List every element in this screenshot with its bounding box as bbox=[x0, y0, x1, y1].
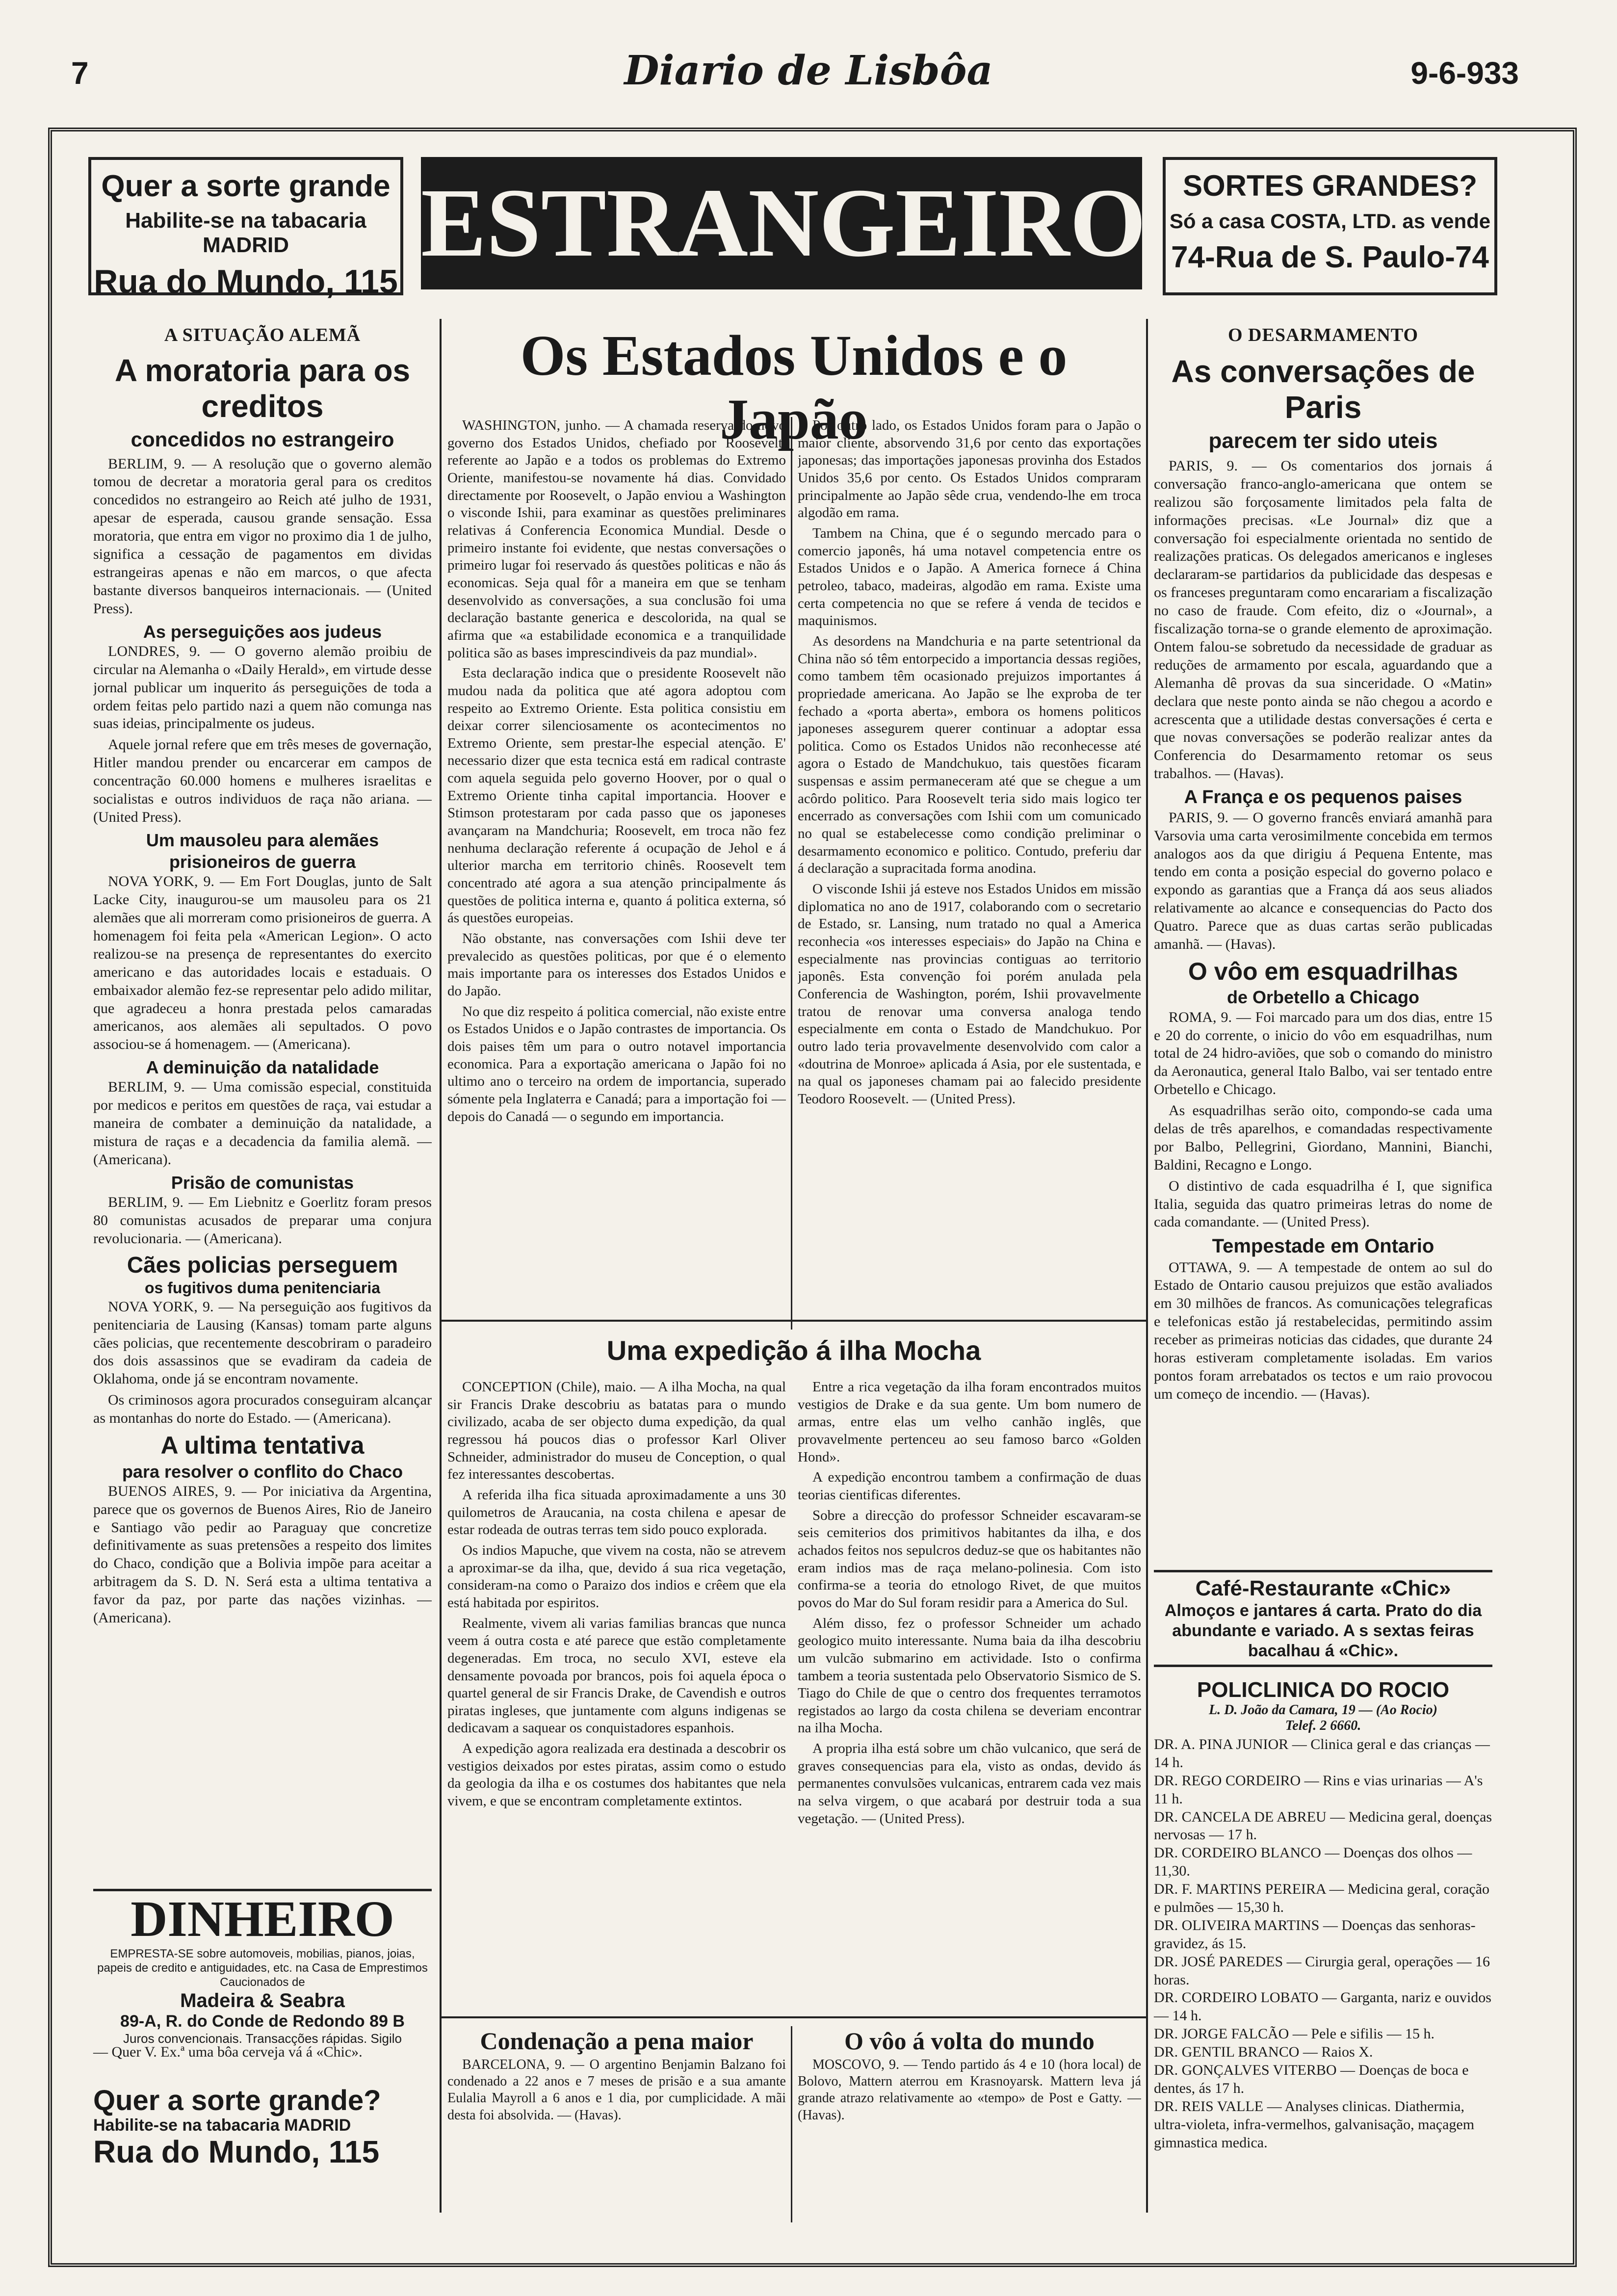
article-paragraph: PARIS, 9. — Os comentarios dos jornais á conversação franco-anglo-americana que ontem se realizou são forçosamente limitados pela falta de informações precisas. «Le Journal» diz que a conversação foi especialmente orientada no sentido de realizações praticas. Os delegados americanos e ingleses declararam-se partidarios da publicidade das despesas e os franceses preguntaram como encarariam a fiscalização no caso de fraude. Com efeito, diz o «Journal», a fiscalização torna-se o grande elemento de aproximação. Ontem falou-se sobretudo da necessidade de graduar as reduções de armamento por escala, aguardando que a Alemanha dê provas da sua sinceridade. O «Matin» declara que neste ponto ainda se não chegou a acordo e acrescenta que a utilidade destas conversações é certa e que novas conversações se poderão realizar antes da Conferencia do Desarmamento retomar os seus trabalhos. — (Havas). bbox=[1154, 458, 1492, 782]
article-heading: A deminuição da natalidade bbox=[146, 1057, 379, 1078]
headline: As conversações de Paris bbox=[1171, 353, 1475, 425]
list-item: DR. GONÇALVES VITERBO — Doenças de boca e dentes, ás 17 h. bbox=[1154, 2062, 1469, 2096]
headline: A moratoria para os creditos bbox=[114, 352, 411, 424]
article-paragraph: Tambem na China, que é o segundo mercado para o comercio japonês, há uma notavel competencia entre os Estados Unidos e o Japão. A America fornece á China petroleo, tabaco, madeiras, algodão em rama. Existe uma certa competencia no que se refere á venda de tecidos e maquinismos. bbox=[798, 525, 1141, 629]
ad-cafe-chic bbox=[1154, 1570, 1492, 1667]
article-heading: O vôo em esquadrilhas bbox=[1188, 957, 1459, 985]
ad-line: SORTES GRANDES? bbox=[1182, 169, 1478, 202]
article-paragraph: Os indios Mapuche, que vivem na costa, não se atrevem a aproximar-se da ilha, que, devido á sua rica vegetação, consideram-na como o Paraizo dos indios e crêem que ela está habitada por espiritos. bbox=[447, 1542, 786, 1611]
list-item: DR. REGO CORDEIRO — Rins e vias urinarias — A's 11 h. bbox=[1154, 1772, 1483, 1807]
ad-line: 74-Rua de S. Paulo-74 bbox=[1171, 240, 1489, 274]
ad-line: Habilite-se na tabacaria MADRID bbox=[125, 209, 366, 257]
article-paragraph: BUENOS AIRES, 9. — Por iniciativa da Argentina, parece que os governos de Buenos Aires, Rio de Janeiro e Santiago vão pedir ao Paraguay que concretize definitivamente as suas pretensões a respeito dos limites do Chaco, condição que a Bolivia impõe para aceitar a arbitragem da S. D. N. Será esta a ultima tentativa a favor da paz, por parte das nações vizinhas. — (Americana). bbox=[93, 1483, 432, 1626]
ad-title: DINHEIRO bbox=[130, 1891, 394, 1947]
ad-line: Quer a sorte grande? bbox=[93, 2085, 381, 2116]
article-paragraph: A expedição encontrou tambem a confirmação de duas teorias cientificas diferentes. bbox=[798, 1469, 1141, 1503]
condenacao-article bbox=[447, 2026, 786, 2218]
article-paragraph: WASHINGTON, junho. — A chamada reserva do novo governo dos Estados Unidos, chefiado por Roosevelt, referente ao Japão e a todos os problemas do Extremo Oriente, manifestou-se novamente há dias. Convidado directamente por Roosevelt, o Japão enviou a Washington o visconde Ishii, para examinar as questões preliminares relativas á Conferencia Economica Mundial. Desde o primeiro instante foi evidente, que nestas conversações o primeiro lugar foi reservado ás questões politicas e não ás economicas. Seja qual fôr a maneira em que se tenham desenvolvido as conversações, a sua conclusão foi uma declaração bastante generica e descolorida, na qual se afirma que «a estabilidade economica e a tranquilidade politica são as bases imprescindiveis da paz mundial». bbox=[447, 417, 786, 661]
subhead: concedidos no estrangeiro bbox=[130, 427, 394, 451]
ad-line: Madeira & Seabra bbox=[180, 1989, 345, 2011]
ad-line: 89-A, R. do Conde de Redondo 89 B bbox=[120, 2011, 405, 2031]
column-rule bbox=[1146, 319, 1148, 2213]
article-paragraph: NOVA YORK, 9. — Em Fort Douglas, junto de Salt Lacke City, inaugurou-se um mausoleu para os 21 alemães que ali morreram como prisioneiros de guerra. A homenagem foi feita pela «American Legion». O acto realizou-se na presença de representantes do exercito americano e das autoridades locais e estaduais. O embaixador alemão fez-se representar pelo adido militar, que agradeceu a honra prestada pelos camaradas americanos, aos alemães ali sepultados. O povo associou-se á homenagem. — (Americana). bbox=[93, 873, 432, 1053]
article-paragraph: Não obstante, nas conversações com Ishii deve ter prevalecido as questões politicas, por que é o elemento mais importante para os interesses dos Estados Unidos e do Japão. bbox=[447, 931, 786, 999]
ad-sortes-grandes bbox=[1163, 157, 1497, 295]
column-left bbox=[93, 324, 432, 1884]
ad-line: Só a casa COSTA, LTD. as vende bbox=[1169, 209, 1491, 233]
subhead: parecem ter sido uteis bbox=[1208, 428, 1438, 453]
article-paragraph: OTTAWA, 9. — A tempestade de ontem ao sul do Estado de Ontario causou prejuizos que estão avaliados em 30 milhões de francos. As comunicações telegraficas e telefonicas estão já restabelecidas, permitindo assim receber as primeiras noticias das cidades, que durante 24 horas estiveram completamente isoladas. Em varios pontos foram arrebatados os tectos e um raio provocou um começo de incendio. — (Havas). bbox=[1154, 1259, 1492, 1402]
list-item: DR. JORGE FALCÃO — Pele e sifilis — 15 h. bbox=[1154, 2026, 1434, 2042]
page-number: 7 bbox=[71, 55, 89, 91]
article-paragraph: O visconde Ishii já esteve nos Estados Unidos em missão diplomatica no ano de 1917, colaborando com o secretario de Estado, sr. Lansing, num tratado no qual a America reconhecia «os interesses especiais» do Japão na China e especialmente nas provincias contiguas ao territorio japonês. Esta convenção foi porém anulada pela Conferencia de Washington, porém, Ishii provavelmente tratou de renovar uma conversa analoga tendo especialmente em conta o Estado de Mandchukuo. Por outro lado teria provavelmente desenvolvido com calor a «doutrina de Monroe» aplicada á Asia, por ele sustentada, e na qual os japoneses chamam pai ao falecido presidente Teodoro Roosevelt. — (United Press). bbox=[798, 881, 1141, 1107]
article-paragraph: Esta declaração indica que o presidente Roosevelt não mudou nada da politica que até agora adoptou com respeito ao Extremo Oriente. Esta politica consistiu em deixar correr silenciosamente os acontecimentos no Extremo Oriente, sem prestar-lhe especial atenção. E' necessario dizer que esta tecnica está em radical contraste com aquela seguida pelo governo Hoover, por o qual o Extremo Oriente tinha capital importancia. Hoover e Stimson protestaram por cada passo que os japoneses avançaram na Mandchuria; Roosevelt, em troca não fez nenhuma declaração referente á ocupação de Jehol e á ulterior marcha em territorio chinês. Roosevelt tem concentrado até agora a sua atenção principalmente ás questões de politica interna e, quanto á politica externa, só ás questões europeias. bbox=[447, 665, 786, 926]
article-heading: As perseguições aos judeus bbox=[143, 621, 382, 642]
article-paragraph: A propria ilha está sobre um chão vulcanico, que será de graves consequencias para ela, visto as ondas, devido ás permanentes convulsões vulcanicas, entrarem cada vez mais na selva virgem, o que acabará por destruir toda a sua vegetação. — (United Press). bbox=[798, 1741, 1141, 1826]
ad-title: POLICLINICA DO ROCIO bbox=[1197, 1678, 1450, 1702]
article-paragraph: Além disso, fez o professor Schneider um achado geologico muito interessante. Numa baia da ilha descobriu um vulcão submarino em actividade. Isto o confirma tambem a teoria sustentada pelo Observatorio Sismico de S. Tiago do Chile de que o centro dos frequentes terramotos registados ao largo da costa chilena se deveriam encontrar na ilha Mocha. bbox=[798, 1615, 1141, 1736]
article-paragraph: As desordens na Mandchuria e na parte setentrional da China não só têm entorpecido a importancia dessas regiões, como tambem têm ocasionado prejuizos importantes á propriedade americana. Ao Japão se lhe exproba de ter fechado a «porta aberta», embora os homens politicos japoneses assegurem querer continuar a adoptar essa politica. Como os Estados Unidos não reconhecesse até agora o Estado de Mandchukuo, tais questões ficaram suspensas e assim permaneceram até que se chegue a um acôrdo politico. Para Roosevelt teria sido mais logico ter encerrado as conversações com Ishii com um comunicado no qual se estabelecesse como condição preliminar o desarmamento economico e politico. Contudo, preferiu dar á declaração a supracitada forma anodina. bbox=[798, 633, 1141, 877]
article-heading: O vôo á volta do mundo bbox=[844, 2027, 1095, 2055]
ad-sorte-grande-top bbox=[88, 157, 403, 300]
section-rule bbox=[442, 2016, 1146, 2018]
article-paragraph: CONCEPTION (Chile), maio. — A ilha Mocha, na qual sir Francis Drake descobriu as batatas para o mundo civilizado, acaba de ser objecto duma expedição, da qual regressou há poucos dias o professor Karl Oliver Schneider, administrador do museu de Conception, o qual fez interessantes descobertas. bbox=[447, 1379, 786, 1483]
article-paragraph: LONDRES, 9. — O governo alemão proibiu de circular na Alemanha o «Daily Herald», em virtude desse jornal publicar um inquerito ás perseguições de toda a ordem feitas pelo partido nazi a quem não comunga nas suas ideias, principalmente os judeus. bbox=[93, 643, 432, 732]
article-subheading: para resolver o conflito do Chaco bbox=[122, 1461, 403, 1482]
voo-mundo-article bbox=[798, 2026, 1141, 2218]
ad-policlinica bbox=[1154, 1678, 1492, 2152]
doctor-list bbox=[1154, 1736, 1492, 2152]
article-heading: Condenação a pena maior bbox=[480, 2027, 754, 2055]
article-heading: A ultima tentativa bbox=[160, 1432, 365, 1460]
ad-title: Café-Restaurante «Chic» bbox=[1195, 1576, 1451, 1600]
list-item: DR. OLIVEIRA MARTINS — Doenças das senhoras-gravidez, ás 15. bbox=[1154, 1917, 1476, 1952]
list-item: DR. A. PINA JUNIOR — Clinica geral e das crianças — 14 h. bbox=[1154, 1736, 1490, 1771]
ad-line: Habilite-se na tabacaria MADRID bbox=[93, 2115, 351, 2135]
ad-address: L. D. João da Camara, 19 — (Ao Rocio) bbox=[1209, 1702, 1437, 1718]
article-paragraph: BERLIM, 9. — Em Liebnitz e Goerlitz foram presos 80 comunistas acusados de preparar uma conjura revolucionaria. — (Americana). bbox=[93, 1194, 432, 1247]
article-paragraph: MOSCOVO, 9. — Tendo partido ás 4 e 10 (hora local) de Bolovo, Mattern aterrou em Krasnoyarsk. Mattern leva já grande atrazo relativamente ao «tempo» de Post e Gatty. — (Havas). bbox=[798, 2057, 1141, 2123]
article-paragraph: Os criminosos agora procurados conseguiram alcançar as montanhas do norte do Estado. — (Americana). bbox=[93, 1392, 432, 1427]
column-rule bbox=[791, 417, 792, 1330]
article-paragraph: Por outro lado, os Estados Unidos foram para o Japão o maior cliente, absorvendo 31,6 por cento das exportações japonesas; das importações japonesas provinha dos Estados Unidos 35,6 por cento. Os Estados Unidos compraram principalmente ao Japão sêde crua, vendendo-lhe em troca algodão em rama. bbox=[798, 417, 1141, 521]
main-article-right bbox=[798, 417, 1141, 1315]
article-paragraph: ROMA, 9. — Foi marcado para um dos dias, entre 15 e 20 do corrente, o inicio do vôo em esquadrilhas, num total de 24 hidro-aviões, que sob o comando do ministro da Aeronautica, general Italo Balbo, vai ser tentado entre Orbetello e Chicago. bbox=[1154, 1009, 1492, 1098]
list-item: DR. REIS VALLE — Analyses clinicas. Diathermia, ultra-violeta, infra-vermelhos, galvanisação, maçagem gimnastica medica. bbox=[1154, 2098, 1475, 2151]
ad-line: Quer a sorte grande bbox=[101, 169, 391, 203]
list-item: DR. F. MARTINS PEREIRA — Medicina geral, coração e pulmões — 15,30 h. bbox=[1154, 1881, 1490, 1916]
ad-line: Rua do Mundo, 115 bbox=[93, 2134, 380, 2170]
article-paragraph: O distintivo de cada esquadrilha é I, que significa Italia, seguida das quatro primeiras letras do nome de cada comandante. — (United Press). bbox=[1154, 1177, 1492, 1230]
section-title: ESTRANGEIRO bbox=[421, 157, 1142, 289]
masthead: Diario de Lisbôa bbox=[624, 47, 993, 94]
article-paragraph: PARIS, 9. — O governo francês enviará amanhã para Varsovia uma carta verosimilmente concebida em termos analogos aos da que dirigiu á Pequena Entente, mas tendo em conta a posição especial do governo polaco e expondo as garantias que a França dá aos seus aliados relativamente ao alcance e consequencias do Pacto dos Quatro. Parece que as duas cartas serão publicadas amanhã. — (Havas). bbox=[1154, 809, 1492, 953]
article-heading: Tempestade em Ontario bbox=[1212, 1235, 1434, 1257]
article-paragraph: No que diz respeito á politica comercial, não existe entre os Estados Unidos e o Japão contrastes de importancia. Os dois paises têm um para o outro notavel importancia economica. Para a exportação americana o Japão foi no ultimo ano o terceiro na ordem de importancia, superado sómente pela Inglaterra e Canadá; para a importação foi — depois do Canadá — o segundo em importancia. bbox=[447, 1003, 786, 1124]
article-paragraph: BARCELONA, 9. — O argentino Benjamin Balzano foi condenado a 22 anos e 7 meses de prisão e a sua amante Eulalia Mayroll a 6 anos e 1 dia, por cumplicidade. A mãi desta foi absolvida. — (Havas). bbox=[447, 2057, 786, 2123]
article-heading: Cães policias perseguem bbox=[127, 1252, 398, 1278]
article-paragraph: Realmente, vivem ali varias familias brancas que nunca veem á outra costa e até parece que estão completamente degeneradas. Em troca, no seculo XVI, esteve ela densamente povoada por brancos, pois foi aquela época o quartel general de sir Francis Drake, de Cavendish e outros piratas ingleses, que juntamente com alguns indigenas se dedicavam a saquear os conquistadores espanhois. bbox=[447, 1615, 786, 1736]
article-paragraph: BERLIM, 9. — A resolução que o governo alemão tomou de decretar a moratoria geral para os creditos concedidos no estrangeiro ao Reich até julho de 1931, apesar de esperada, causou grande sensação. Essa moratoria, que entra em vigor no proximo dia 1 de julho, significa a cessação de pagamentos em dividas estrangeiras apenas e não em marcos, o que afecta bastante diversos banqueiros internacionais. — (United Press). bbox=[93, 455, 432, 617]
main-headline: Os Estados Unidos e o Japão bbox=[520, 323, 1068, 451]
list-item: DR. CORDEIRO LOBATO — Garganta, nariz e ouvidos — 14 h. bbox=[1154, 1989, 1491, 2024]
list-item: DR. JOSÉ PAREDES — Cirurgia geral, operações — 16 horas. bbox=[1154, 1953, 1490, 1988]
ad-line: EMPRESTA-SE sobre automoveis, mobilias, pianos, joias, papeis de credito e antiguidades, etc. na Casa de Emprestimos Caucionados de bbox=[97, 1947, 428, 1989]
article-heading: Prisão de comunistas bbox=[171, 1172, 354, 1193]
article-paragraph: A expedição agora realizada era destinada a descobrir os vestigios deixados por estes piratas, assim como o estudo da geologia da ilha e os costumes dos habitantes que nela vivem, e que se encontram completamente extintos. bbox=[447, 1741, 786, 1809]
article-paragraph: Sobre a direcção do professor Schneider escavaram-se seis cemiterios dos primitivos habitantes da ilha, e dos achados feitos nos sepulcros deduz-se que os habitantes não eram indios mas de raça melano-polinesia. Com isto confirma-se a teoria do etnologo Rivet, de que muitos povos do Mar do Sul foram residir para a America do Sul. bbox=[798, 1507, 1141, 1611]
section-rule bbox=[442, 1320, 1146, 1322]
article-subheading: de Orbetello a Chicago bbox=[1226, 987, 1420, 1008]
kicker: O DESARMAMENTO bbox=[1227, 325, 1419, 345]
article-paragraph: NOVA YORK, 9. — Na perseguição aos fugitivos da penitenciaria de Lausing (Kansas) tomam parte alguns cães policias, que recentemente descobriram o paradeiro dos dois assassinos que se evadiram da cadeia de Oklahoma, onde já se encontram novamente. bbox=[93, 1298, 432, 1387]
ad-chic-small: — Quer V. Ex.ª uma bôa cerveja vá á «Chic». bbox=[93, 2044, 363, 2060]
ad-line: Juros convencionais. Transacções rápidas. Sigilo bbox=[123, 2031, 402, 2046]
date: 9-6-933 bbox=[1410, 55, 1519, 91]
mocha-headline: Uma expedição á ilha Mocha bbox=[606, 1335, 981, 1366]
column-rule bbox=[791, 2026, 792, 2222]
ad-line: Almoços e jantares á carta. Prato do dia abundante e variado. A s sextas feiras bacalhau á «Chic». bbox=[1164, 1601, 1482, 1660]
article-paragraph: BERLIM, 9. — Uma comissão especial, constituida por medicos e peritos em questões de raça, vai estudar a maneira de combater a deminuição da natalidade, a mistura de raças e a decadencia da familia alemã. — (Americana). bbox=[93, 1079, 432, 1168]
ad-phone: Telef. 2 6660. bbox=[1285, 1718, 1361, 1733]
column-right bbox=[1154, 324, 1492, 1570]
ad-sorte-grande-bottom bbox=[93, 2085, 432, 2169]
main-article-left bbox=[447, 417, 786, 1315]
ad-line: Rua do Mundo, 115 bbox=[94, 263, 398, 300]
list-item: DR. CANCELA DE ABREU — Medicina geral, doenças nervosas — 17 h. bbox=[1154, 1808, 1492, 1843]
list-item: DR. CORDEIRO BLANCO — Doenças dos olhos — 11,30. bbox=[1154, 1845, 1472, 1879]
mocha-article-left bbox=[447, 1379, 786, 2011]
ad-dinheiro bbox=[93, 1889, 432, 2046]
article-paragraph: A referida ilha fica situada aproximadamente a uns 30 quilometros de Araucania, na costa chilena e apesar de estar rodeada de outras terras tem sido pouco explorada. bbox=[447, 1487, 786, 1538]
article-paragraph: Aquele jornal refere que em três meses de governação, Hitler mandou prender ou encarcerar em campos de concentração 60.000 homens e mulheres israelitas e socialistas e outros individuos de raça não ariana. — (United Press). bbox=[93, 736, 432, 825]
mocha-article-right bbox=[798, 1379, 1141, 2011]
article-heading: A França e os pequenos paises bbox=[1184, 787, 1462, 808]
article-paragraph: Entre a rica vegetação da ilha foram encontrados muitos vestigios de Drake e da sua gente. Um bom numero de armas, entre elas um velho canhão inglês, que provavelmente pertenceu ao seu famoso barco «Golden Hond». bbox=[798, 1379, 1141, 1465]
list-item: DR. GENTIL BRANCO — Raios X. bbox=[1154, 2044, 1373, 2061]
column-rule bbox=[440, 319, 442, 2213]
article-paragraph: As esquadrilhas serão oito, compondo-se cada uma delas de três aparelhos, e comandadas respectivamente por Balbo, Pellegrini, Giordano, Mannini, Bianchi, Baldini, Recagno e Longo. bbox=[1154, 1102, 1492, 1173]
kicker: A SITUAÇÃO ALEMÃ bbox=[164, 325, 361, 345]
article-subheading: os fugitivos duma penitenciaria bbox=[144, 1279, 381, 1297]
article-heading: Um mausoleu para alemães prisioneiros de guerra bbox=[146, 830, 379, 872]
